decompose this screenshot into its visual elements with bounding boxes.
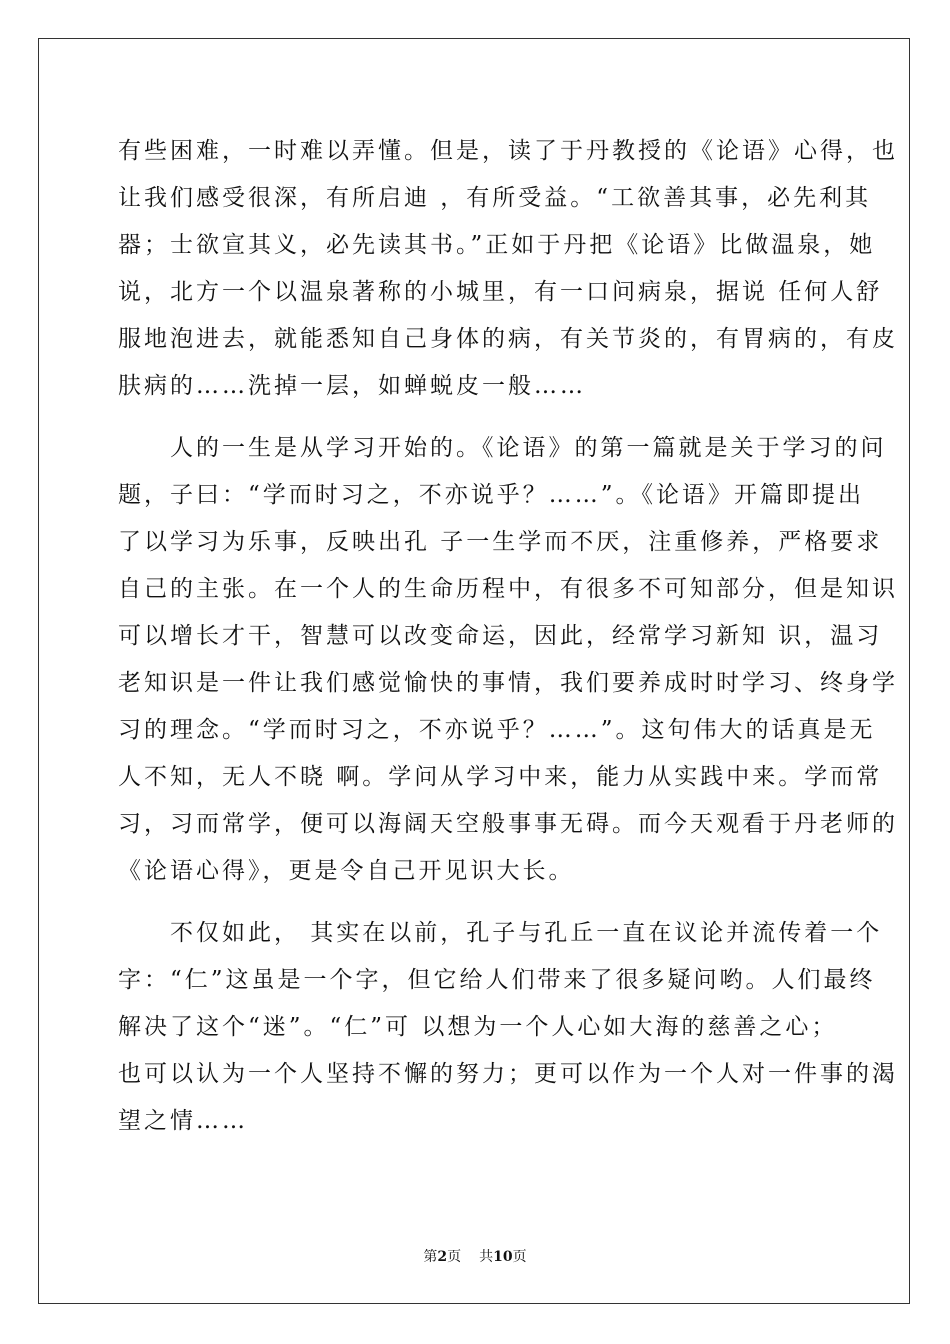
text-line: 望之情…… xyxy=(118,1108,248,1134)
total-unit: 页 xyxy=(512,1249,527,1265)
text-line: 《论语心得》，更是令自己开见识大长。 xyxy=(118,858,575,884)
page-footer xyxy=(0,1248,950,1266)
page-unit: 页 xyxy=(447,1249,462,1265)
text-line: 让我们感受很深，有所启迪 ，有所受益。“工欲善其事，必先利其 xyxy=(118,185,872,211)
text-line: 字：“仁”这虽是一个字，但它给人们带来了很多疑问哟。人们最终 xyxy=(118,967,876,993)
text-line: 有些困难，一时难以弄懂。但是，读了于丹教授的《论语》心得，也 xyxy=(118,138,898,164)
page-prefix: 第 xyxy=(423,1249,438,1265)
text-line: 不仅如此， 其实在以前，孔子与孔丘一直在议论并流传着一个 xyxy=(118,920,883,946)
text-line: 可以增长才干，智慧可以改变命运，因此，经常学习新知 识，温习 xyxy=(118,623,883,649)
text-line: 题，子曰：“学而时习之，不亦说乎？……”。《论语》开篇即提出 xyxy=(118,482,865,508)
text-line: 解决了这个“迷”。“仁”可 以想为一个人心如大海的慈善之心； xyxy=(118,1014,838,1040)
text-line: 习，习而常学，便可以海阔天空般事事无碍。而今天观看于丹老师的 xyxy=(118,811,898,837)
text-line: 人不知，无人不晓 啊。学问从学习中来，能力从实践中来。学而常 xyxy=(118,764,883,790)
text-line: 肤病的……洗掉一层，如蝉蜕皮一般…… xyxy=(118,373,586,399)
page-current: 2 xyxy=(437,1249,448,1265)
text-line: 也可以认为一个人坚持不懈的努力；更可以作为一个人对一件事的渴 xyxy=(118,1061,898,1087)
text-line: 老知识是一件让我们感觉愉快的事情，我们要养成时时学习、终身学 xyxy=(118,670,898,696)
text-line: 说，北方一个以温泉著称的小城里，有一口问病泉，据说 任何人舒 xyxy=(118,279,883,305)
text-line: 器；士欲宣其义，必先读其书。”正如于丹把《论语》比做温泉，她 xyxy=(118,232,876,258)
page-total: 10 xyxy=(493,1249,513,1265)
total-prefix: 共 xyxy=(479,1249,494,1265)
text-line: 自己的主张。在一个人的生命历程中，有很多不可知部分，但是知识 xyxy=(118,576,898,602)
text-line: 习的理念。“学而时习之，不亦说乎？……”。这句伟大的话真是无 xyxy=(118,717,876,743)
text-line: 服地泡进去，就能悉知自己身体的病，有关节炎的，有胃病的，有皮 xyxy=(118,326,898,352)
text-line: 人的一生是从学习开始的。《论语》的第一篇就是关于学习的问 xyxy=(118,435,887,461)
text-line: 了以学习为乐事，反映出孔 子一生学而不厌，注重修养，严格要求 xyxy=(118,529,883,555)
